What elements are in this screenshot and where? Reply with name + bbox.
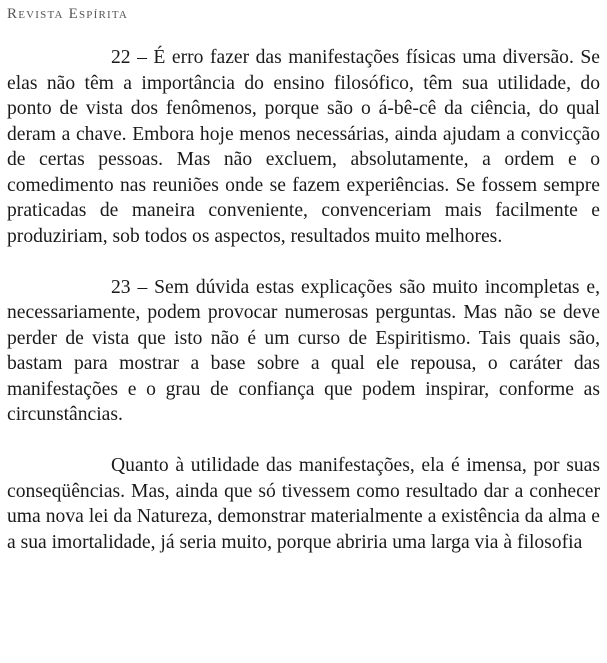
paragraph-22: 22 – É erro fazer das manifestações físicas uma diversão. Se elas não têm a importância do ensino filosófico, têm sua utilidade, do ponto de vista dos fenômenos, porque são o á-bê-cê da ciência, do qual deram a chave. Embora hoje menos necessárias, ainda ajudam a convicção de certas pessoas. Mas não excluem, absolutamente, a ordem e o comedimento nas reuniões onde se fazem experiências. Se fossem sempre praticadas de maneira conveniente, convenceriam mais facilmente e produziriam, sob todos os aspectos, resultados muito melhores. <box>7 47 600 247</box>
page-body <box>7 45 600 581</box>
running-head-title: Revista Espírita <box>7 6 129 22</box>
paragraph-23: 23 – Sem dúvida estas explicações são muito incompletas e, necessariamente, podem provocar numerosas perguntas. Mas não se deve perder de vista que isto não é um curso de Espiritismo. Tais quais são, bastam para mostrar a base sobre a qual ele repousa, o caráter das manifestações e o grau de confiança que podem inspirar, conforme as circunstâncias. <box>7 276 600 425</box>
paragraph-utility: Quanto à utilidade das manifestações, ela é imensa, por suas conseqüências. Mas, ainda que só tivessem como resultado dar a conhecer uma nova lei da Natureza, demonstrar materialmente a existência da alma e a sua imortalidade, já seria muito, porque abriria uma larga via à filosofia <box>7 455 600 553</box>
